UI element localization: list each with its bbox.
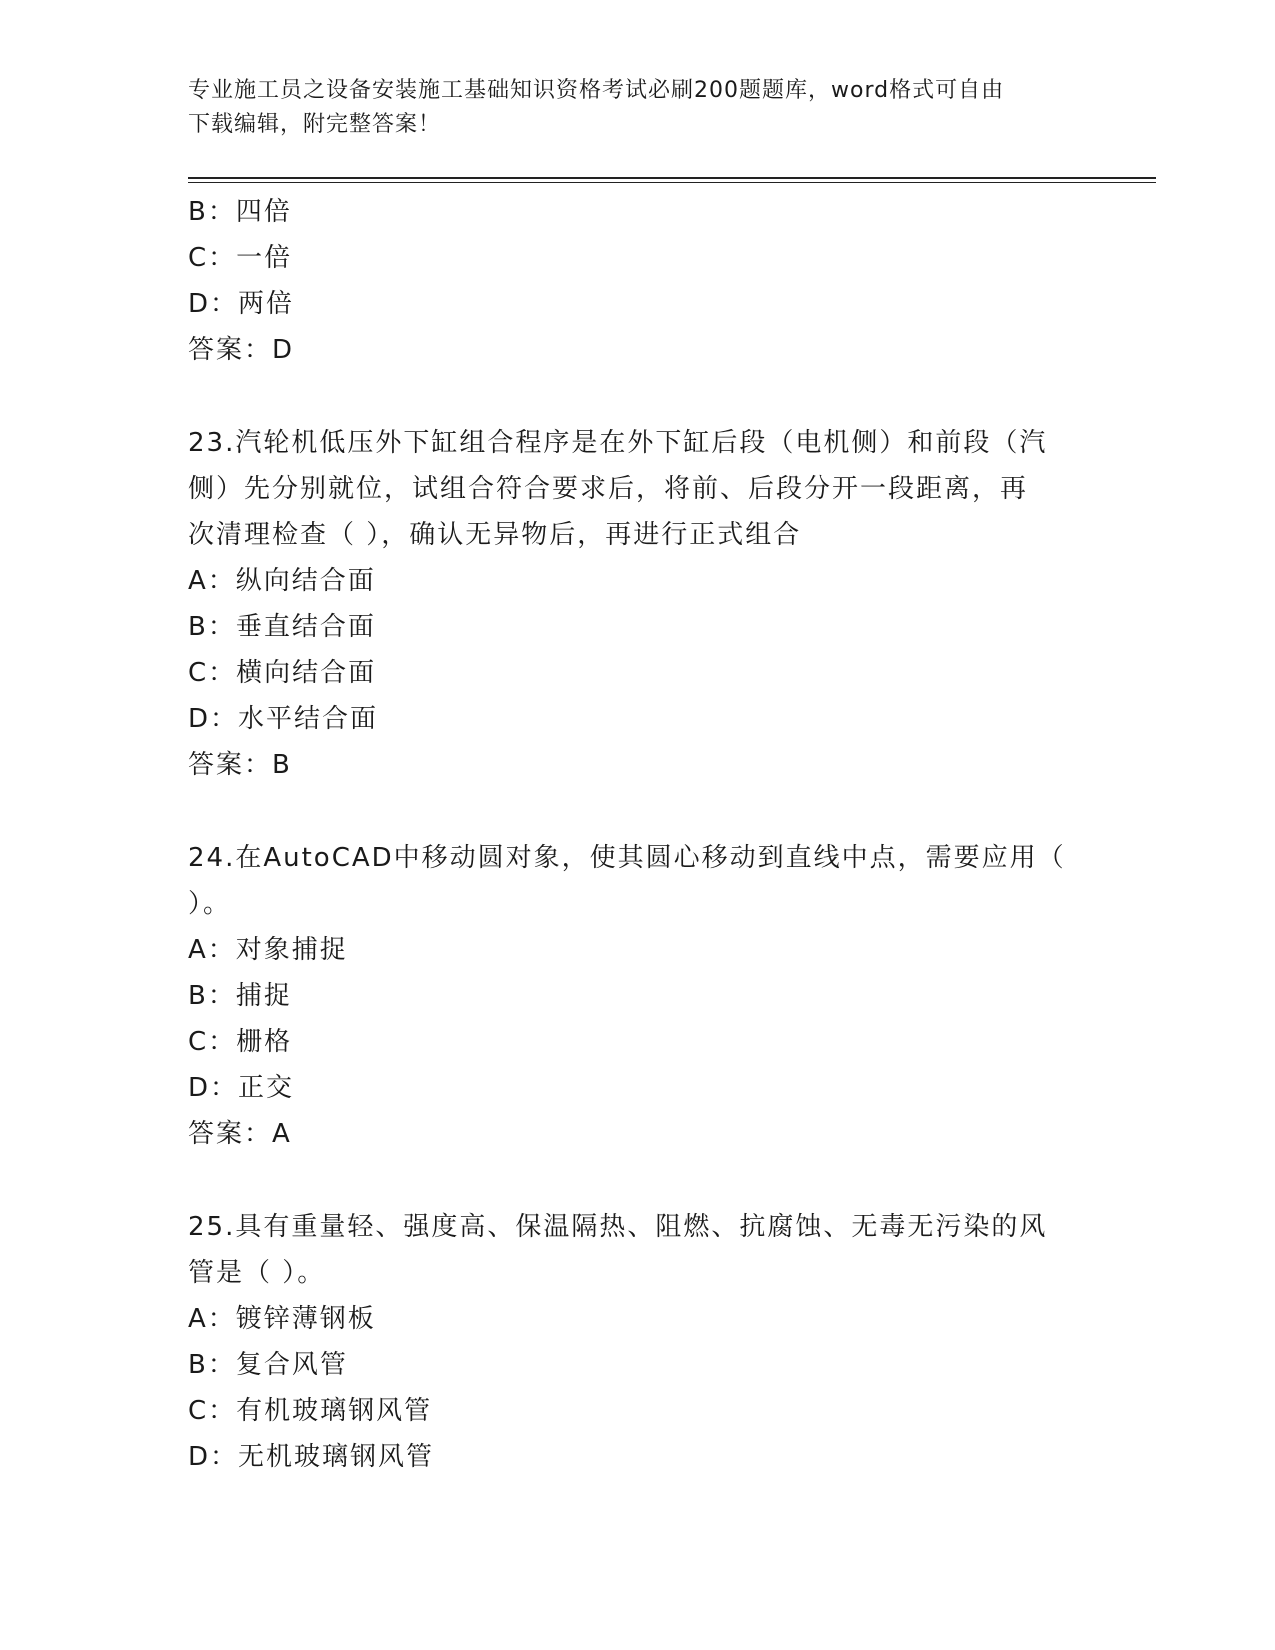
option-c: C：一倍 <box>188 243 293 273</box>
option-a: A：对象捕捉 <box>188 935 348 965</box>
header-divider <box>188 177 1156 179</box>
question-stem <box>188 1204 1068 1296</box>
option-b: B：四倍 <box>188 197 292 227</box>
option-d: D：正交 <box>188 1073 295 1103</box>
option-b: B：复合风管 <box>188 1350 348 1380</box>
stem-line: 管是（ ）。 <box>188 1258 326 1288</box>
option-d: D：两倍 <box>188 289 295 319</box>
spacer <box>188 373 1068 420</box>
option-d: D：无机玻璃钢风管 <box>188 1442 435 1472</box>
spacer <box>188 788 1068 835</box>
answer-line: 答案：D <box>188 335 295 365</box>
question-stem <box>188 420 1068 558</box>
question-stem <box>188 835 1068 927</box>
option-c: C：有机玻璃钢风管 <box>188 1396 433 1426</box>
spacer <box>188 1157 1068 1204</box>
answer-line: 答案：A <box>188 1119 292 1149</box>
question-content <box>188 189 1068 1480</box>
option-b: B：捕捉 <box>188 981 292 1011</box>
question-23 <box>188 420 1068 788</box>
stem-line: 24.在AutoCAD中移动圆对象，使其圆心移动到直线中点，需要应用（ <box>188 843 1066 873</box>
option-b: B：垂直结合面 <box>188 612 376 642</box>
option-c: C：栅格 <box>188 1027 293 1057</box>
header-divider-thin <box>188 182 1156 183</box>
question-25 <box>188 1204 1068 1480</box>
stem-line: 23.汽轮机低压外下缸组合程序是在外下缸后段（电机侧）和前段（汽 <box>188 428 1048 458</box>
document-header <box>188 74 1088 142</box>
option-a: A：纵向结合面 <box>188 566 376 596</box>
stem-line: 次清理检查（ ），确认无异物后，再进行正式组合 <box>188 520 802 550</box>
header-line-2: 下载编辑，附完整答案！ <box>188 112 442 137</box>
header-line-1: 专业施工员之设备安装施工基础知识资格考试必刷200题题库，word格式可自由 <box>188 78 1005 103</box>
prev-question-block <box>188 189 1068 373</box>
option-a: A：镀锌薄钢板 <box>188 1304 376 1334</box>
stem-line: 侧）先分别就位，试组合符合要求后，将前、后段分开一段距离，再 <box>188 474 1029 504</box>
stem-line: 25.具有重量轻、强度高、保温隔热、阻燃、抗腐蚀、无毒无污染的风 <box>188 1212 1048 1242</box>
stem-line: ）。 <box>188 889 232 919</box>
answer-line: 答案：B <box>188 750 292 780</box>
option-c: C：横向结合面 <box>188 658 377 688</box>
question-24 <box>188 835 1068 1157</box>
option-d: D：水平结合面 <box>188 704 379 734</box>
